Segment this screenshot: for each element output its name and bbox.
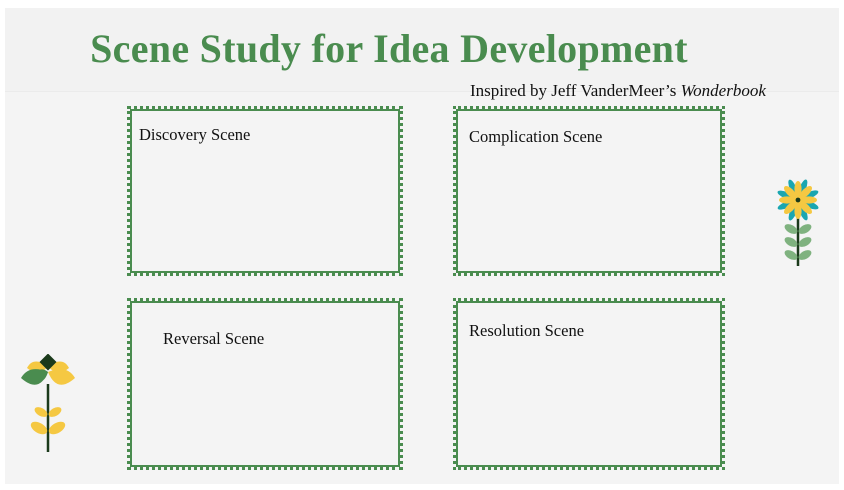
discovery-scene-card[interactable] [127, 106, 403, 276]
complication-scene-label: Complication Scene [469, 127, 603, 146]
reversal-scene-label: Reversal Scene [163, 329, 265, 348]
subtitle-book-title: Wonderbook [680, 81, 766, 100]
title-band [5, 8, 839, 92]
resolution-scene-label: Resolution Scene [469, 321, 585, 340]
subtitle-prefix: Inspired by Jeff VanderMeer’s [470, 81, 681, 100]
resolution-scene-card[interactable] [453, 298, 725, 470]
green-yellow-tulip-icon [19, 354, 77, 454]
page-title: Scene Study for Idea Development [90, 26, 688, 71]
discovery-scene-label: Discovery Scene [139, 125, 251, 144]
reversal-scene-card[interactable] [127, 298, 403, 470]
page-subtitle [470, 81, 766, 101]
teal-yellow-flower-icon [775, 174, 821, 268]
slide-canvas [5, 8, 839, 484]
complication-scene-card[interactable] [453, 106, 725, 276]
